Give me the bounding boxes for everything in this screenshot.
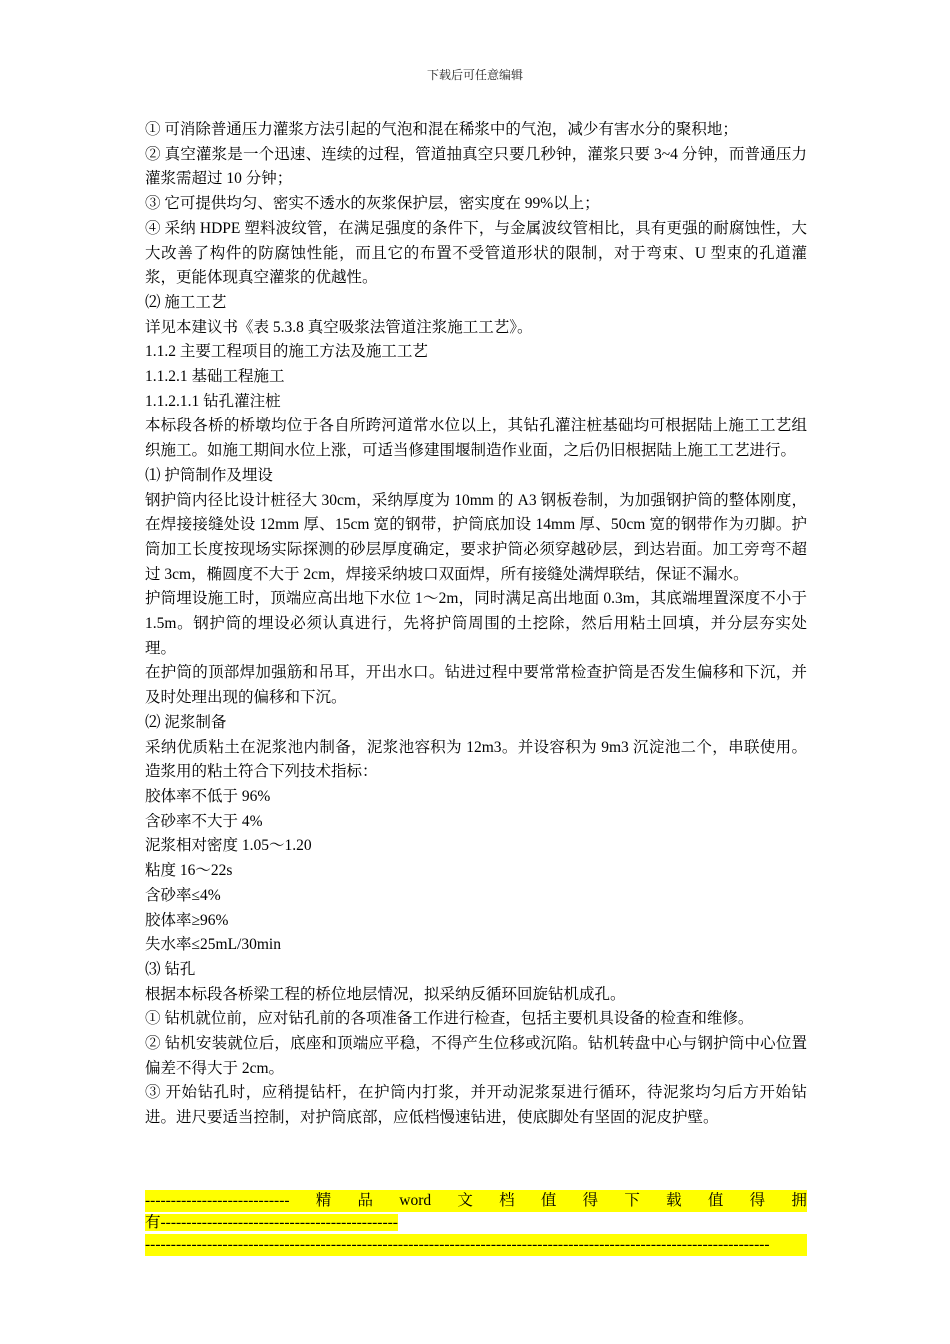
promo-word: 得 (582, 1192, 599, 1209)
promo-word: 精 (315, 1192, 332, 1209)
section-heading: 1.1.2 主要工程项目的施工方法及施工工艺 (145, 343, 428, 361)
promo-word: 载 (666, 1192, 682, 1209)
spec-item: 胶体率≥96% (145, 911, 229, 929)
promo-word: 下 (624, 1192, 640, 1209)
paragraph: 采纳优质粘土在泥浆池内制备，泥浆池容积为 12m3。并设容积为 9m3 沉淀池二个，串联使用。造浆用的粘土符合下列技术指标： (145, 738, 807, 781)
spec-item: 胶体率不低于 96% (145, 787, 271, 805)
paragraph: 钢护筒内径比设计桩径大 30cm，采纳厚度为 10mm 的 A3 钢板卷制，为加强钢护筒的整体刚度，在焊接接缝处设 12mm 厚、15cm 宽的钢带，护筒底加设 14mm 厚、50cm 宽的钢带作为刃脚。护筒加工长度按现场实际探测的砂层厚度确定，要求护筒必须穿越砂层，到达岩面。加工旁弯不超过 3cm，椭圆度不大于 2cm，焊接采纳坡口双面焊，所有接缝处满焊联结，保证不漏水。 (145, 491, 807, 583)
paragraph: ② 钻机安装就位后，底座和顶端应平稳，不得产生位移或沉陷。钻机转盘中心与钢护筒中心位置偏差不得大于 2cm。 (145, 1035, 807, 1077)
document-body (145, 118, 807, 1131)
section-heading: 1.1.2.1 基础工程施工 (145, 368, 285, 386)
section-heading: 1.1.2.1.1 钻孔灌注桩 (145, 392, 281, 410)
section-heading: ⑵ 泥浆制备 (145, 713, 227, 731)
paragraph: ④ 采纳 HDPE 塑料波纹管，在满足强度的条件下，与金属波纹管相比，具有更强的耐腐蚀性，大大改善了构件的防腐蚀性能，而且它的布置不受管道形状的限制，对于弯束、U 型束的孔道灌浆，更能体现真空灌浆的优越性。 (145, 219, 807, 287)
spec-item: 粘度 16～22s (145, 862, 233, 880)
promo-footer (145, 1190, 807, 1256)
promo-word: 档 (499, 1192, 515, 1209)
promo-line: ------------------------------------------------------------------------------------------------------------------------- (145, 1234, 807, 1256)
paragraph: 根据本标段各桥梁工程的桥位地层情况，拟采纳反循环回旋钻机成孔。 (145, 985, 626, 1003)
paragraph: 本标段各桥的桥墩均位于各自所跨河道常水位以上，其钻孔灌注桩基础均可根据陆上施工工艺组织施工。如施工期间水位上涨，可适当修建围堰制造作业面，之后仍旧根据陆上施工工艺进行。 (145, 417, 807, 460)
promo-word: 得 (749, 1192, 766, 1209)
paragraph: ② 真空灌浆是一个迅速、连续的过程，管道抽真空只要几秒钟，灌浆只要 3~4 分钟，而普通压力灌浆需超过 10 分钟； (145, 145, 807, 188)
section-heading: ⑶ 钻孔 (145, 960, 196, 978)
paragraph: ① 钻机就位前，应对钻孔前的各项准备工作进行检查，包括主要机具设备的检查和维修。 (145, 1010, 754, 1028)
promo-dashes: ---------------------------- (145, 1192, 290, 1209)
paragraph: 详见本建议书《表 5.3.8 真空吸浆法管道注浆施工工艺》。 (145, 318, 533, 336)
promo-word: 文 (457, 1192, 473, 1209)
paragraph: ③ 它可提供均匀、密实不透水的灰浆保护层，密实度在 99%以上； (145, 195, 600, 213)
promo-text: 有---------------------------------------------- (145, 1214, 398, 1231)
paragraph: 护筒埋设施工时，顶端应高出地下水位 1～2m，同时满足高出地面 0.3m，其底端埋置深度不小于 1.5m。钢护筒的埋设必须认真进行，先将护筒周围的土挖除，然后用粘土回填，并分层夯实处理。 (145, 590, 807, 657)
promo-word: 品 (357, 1192, 374, 1209)
spec-item: 含砂率不大于 4% (145, 812, 263, 830)
paragraph: ③ 开始钻孔时，应稍提钻杆，在护筒内打浆，并开动泥浆泵进行循环，待泥浆均匀后方开始钻进。进尺要适当控制，对护筒底部，应低档慢速钻进，使底脚处有坚固的泥皮护壁。 (145, 1084, 807, 1127)
promo-word: word (399, 1192, 432, 1209)
spec-item: 含砂率≤4% (145, 886, 221, 904)
promo-word: 值 (707, 1192, 724, 1209)
paragraph: 在护筒的顶部焊加强筋和吊耳，开出水口。钻进过程中要常常检查护筒是否发生偏移和下沉，并及时处理出现的偏移和下沉。 (145, 664, 807, 707)
section-heading: ⑴ 护筒制作及埋设 (145, 466, 273, 484)
section-heading: ⑵ 施工工艺 (145, 293, 227, 311)
page-header: 下载后可任意编辑 (426, 68, 523, 82)
promo-word: 值 (540, 1192, 557, 1209)
promo-line (145, 1212, 807, 1234)
spec-item: 失水率≤25mL/30min (145, 936, 281, 954)
paragraph: ① 可消除普通压力灌浆方法引起的气泡和混在稀浆中的气泡，减少有害水分的聚积地； (145, 121, 738, 138)
spec-item: 泥浆相对密度 1.05～1.20 (145, 837, 312, 855)
promo-word: 拥 (791, 1192, 807, 1209)
promo-line (145, 1190, 807, 1212)
